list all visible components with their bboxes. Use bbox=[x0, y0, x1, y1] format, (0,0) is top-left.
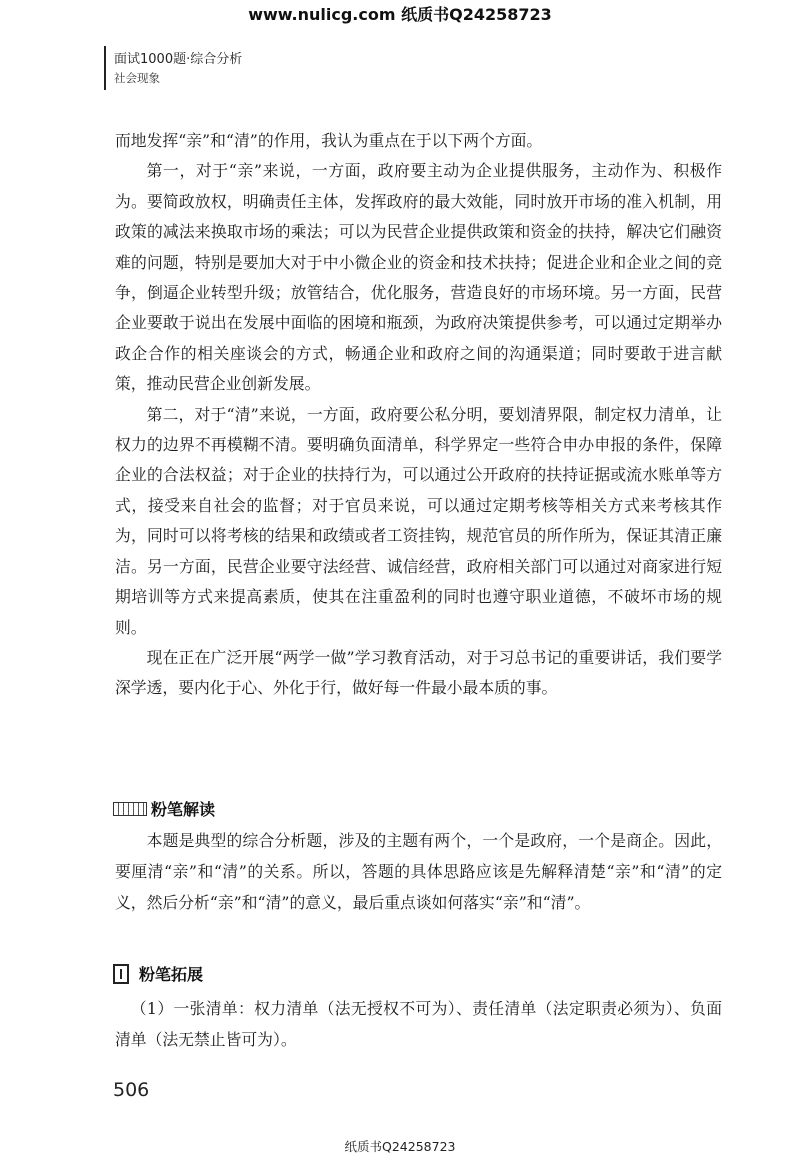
body-paragraph: 而地发挥“亲”和“清”的作用，我认为重点在于以下两个方面。 bbox=[115, 131, 543, 150]
top-watermark: www.nulicg.com 纸质书Q24258723 bbox=[248, 5, 552, 24]
extension-body bbox=[115, 993, 722, 1055]
body-paragraph: 第二，对于“清”来说，一方面，政府要公私分明，要划清界限，制定权力清单，让权力的边界不再模糊不清。要明确负面清单，科学界定一些符合申办申报的条件，保障企业的合法权益；对于企业的扶持行为，可以通过公开政府的扶持证据或流水账单等方式，接受来自社会的监督；对于官员来说，可以通过定期考核等相关方式来考核其作为，同时可以将考核的结果和政绩或者工资挂钩，规范官员的所作所为，保证其清正廉洁。另一方面，民营企业要守法经营、诚信经营，政府相关部门可以通过对商家进行短期培训等方式来提高素质，使其在注重盈利的同时也遵守职业道德，不破坏市场的规则。 bbox=[115, 404, 722, 637]
header-title: 面试1000题·综合分析 bbox=[114, 52, 243, 67]
extension-heading-label: 粉笔拓展 bbox=[139, 965, 204, 984]
analysis-heading-label: 粉笔解读 bbox=[151, 800, 216, 819]
body-paragraph: 现在正在广泛开展“两学一做”学习教育活动，对于习总书记的重要讲话，我们要学深学透，要内化于心、外化于行，做好每一件最小最本质的事。 bbox=[115, 647, 722, 698]
body-paragraph: 第一，对于“亲”来说，一方面，政府要主动为企业提供服务，主动作为、积极作为。要简政放权，明确责任主体，发挥政府的最大效能，同时放开市场的准入机制，用政策的减法来换取市场的乘法；可以为民营企业提供政策和资金的扶持，解决它们融资难的问题，特别是要加大对于中小微企业的资金和技术扶持；促进企业和企业之间的竞争，倒逼企业转型升级；放管结合，优化服务，营造良好的市场环境。另一方面，民营企业要敢于说出在发展中面临的困境和瓶颈，为政府决策提供参考，可以通过定期举办政企合作的相关座谈会的方式，畅通企业和政府之间的沟通渠道；同时要敢于进言献策，推动民营企业创新发展。 bbox=[115, 161, 722, 394]
analysis-heading bbox=[113, 797, 215, 820]
header-rule bbox=[104, 46, 106, 90]
extension-icon bbox=[113, 964, 129, 984]
extension-heading bbox=[113, 962, 203, 985]
header-subtitle: 社会现象 bbox=[114, 71, 160, 85]
analysis-paragraph: 本题是典型的综合分析题，涉及的主题有两个，一个是政府，一个是商企。因此，要厘清“亲”和“清”的关系。所以，答题的具体思路应该是先解释清楚“亲”和“清”的定义，然后分析“亲”和“清”的意义，最后重点谈如何落实“亲”和“清”。 bbox=[115, 831, 722, 912]
analysis-body bbox=[115, 825, 722, 918]
bottom-watermark: 纸质书Q24258723 bbox=[344, 1139, 456, 1154]
page-number: 506 bbox=[113, 1079, 150, 1101]
answer-body bbox=[115, 126, 722, 704]
extension-paragraph: （1）一张清单：权力清单（法无授权不可为）、责任清单（法定职责必须为）、负面清单（法无禁止皆可为）。 bbox=[115, 999, 722, 1049]
analysis-icon bbox=[113, 802, 147, 816]
